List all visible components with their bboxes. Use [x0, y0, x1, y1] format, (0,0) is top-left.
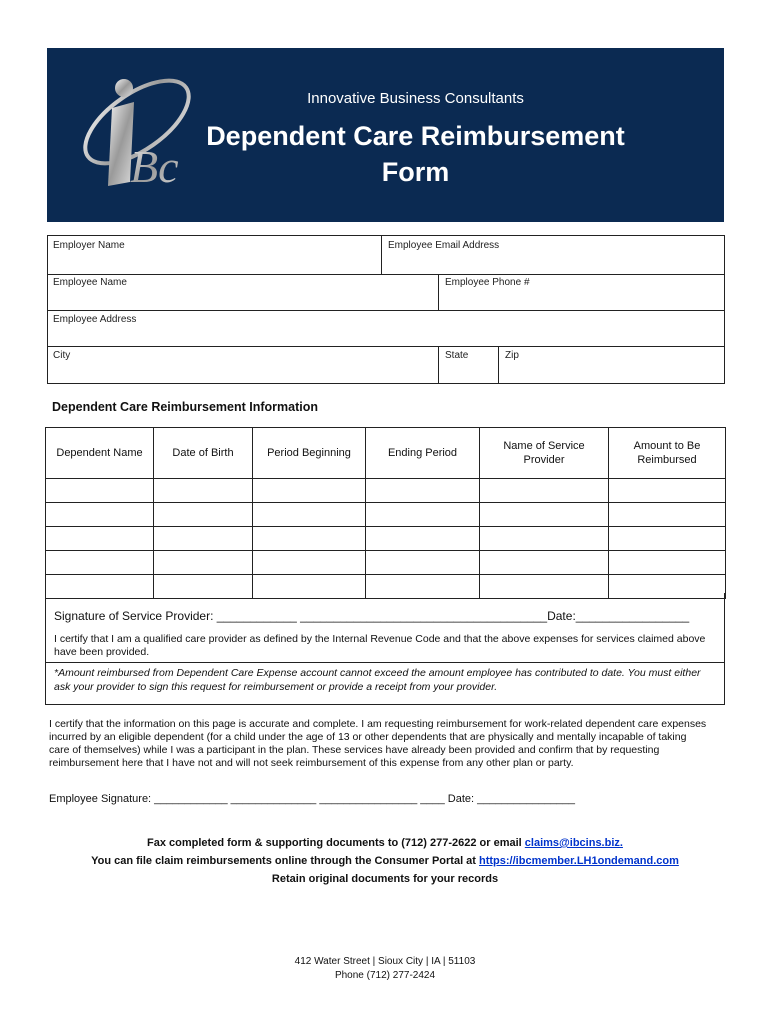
portal-link[interactable]: https://ibcmember.LH1ondemand.com: [479, 855, 679, 867]
city-field[interactable]: City: [53, 350, 71, 361]
row-city: [47, 346, 725, 384]
provider-signature-box: [45, 593, 725, 705]
table-cell[interactable]: [480, 503, 609, 527]
provider-certification: I certify that I am a qualified care provider as defined by the Internal Revenue Code and that the above expenses for services claimed above have been provided.: [54, 633, 706, 658]
employer-name-field[interactable]: Employer Name: [53, 240, 125, 251]
employee-phone-field[interactable]: Employee Phone #: [445, 277, 530, 288]
col-dependent-name: Dependent Name: [46, 428, 154, 479]
footer: [0, 955, 770, 983]
table-cell[interactable]: [366, 527, 480, 551]
table-cell[interactable]: [253, 503, 366, 527]
employee-address-field[interactable]: Employee Address: [53, 314, 137, 325]
zip-field[interactable]: Zip: [505, 350, 519, 361]
divider: [438, 346, 439, 384]
retain-note: Retain original documents for your records: [271, 873, 499, 885]
table-row: [46, 551, 726, 575]
table-cell[interactable]: [366, 479, 480, 503]
table-row: [46, 503, 726, 527]
employee-name-field[interactable]: Employee Name: [53, 277, 127, 288]
portal-line: [0, 852, 770, 870]
col-period-beginning: Period Beginning: [253, 428, 366, 479]
table-cell[interactable]: [253, 527, 366, 551]
table-cell[interactable]: [154, 503, 253, 527]
svg-text:Bc: Bc: [130, 141, 179, 192]
table-cell[interactable]: [154, 551, 253, 575]
table-header-row: [46, 428, 726, 479]
table-cell[interactable]: [46, 551, 154, 575]
employee-signature-line[interactable]: Employee Signature: ____________ ______________ ________________ ____ Date: ________________: [49, 793, 576, 805]
employee-email-field[interactable]: Employee Email Address: [388, 240, 500, 251]
dependent-table: [45, 427, 726, 599]
row-address: [47, 310, 725, 347]
col-ending-period: Ending Period: [366, 428, 480, 479]
row-employee: [47, 274, 725, 311]
col-amount: Amount to Be Reimbursed: [609, 428, 726, 479]
form-title-line1: Dependent Care Reimbursement: [206, 121, 625, 151]
table-cell[interactable]: [609, 479, 726, 503]
table-cell[interactable]: [366, 503, 480, 527]
fax-text: Fax completed form & supporting documents to (712) 277-2622 or email: [147, 837, 525, 849]
table-cell[interactable]: [366, 551, 480, 575]
company-name: Innovative Business Consultants: [307, 90, 524, 107]
divider: [381, 235, 382, 275]
state-field[interactable]: State: [445, 350, 469, 361]
divider: [438, 274, 439, 311]
table-cell[interactable]: [609, 503, 726, 527]
table-cell[interactable]: [154, 527, 253, 551]
fax-line: [0, 834, 770, 852]
table-cell[interactable]: [46, 479, 154, 503]
table-cell[interactable]: [480, 527, 609, 551]
employee-certification: I certify that the information on this page is accurate and complete. I am requesting reimbursement for work-related dependent care expenses incurred by an eligible dependent (for a child under the age of 13 or other dependents that are physically and mentally incapable of taking care of themselves) while I was a participant in the plan. These services have already been provided and confirm that by requesting reimbursement here that I have not and will not seek reimbursement of this expense from any other plan or party.: [49, 718, 707, 769]
table-cell[interactable]: [609, 527, 726, 551]
table-cell[interactable]: [253, 551, 366, 575]
table-cell[interactable]: [46, 527, 154, 551]
ibc-logo: [72, 60, 202, 195]
provider-signature-line[interactable]: Signature of Service Provider: ____________ _____________________________________Date:_________________: [54, 609, 690, 623]
col-service-provider: Name of Service Provider: [480, 428, 609, 479]
portal-text: You can file claim reimbursements online through the Consumer Portal at: [91, 855, 480, 867]
table-cell[interactable]: [253, 479, 366, 503]
email-link[interactable]: claims@ibcins.biz.: [524, 837, 623, 849]
divider: [498, 346, 499, 384]
section-title: Dependent Care Reimbursement Information: [52, 400, 319, 414]
table-cell[interactable]: [609, 551, 726, 575]
submission-instructions: [0, 834, 770, 888]
table-row: [46, 479, 726, 503]
form-title-line2: Form: [381, 157, 450, 187]
table-cell[interactable]: [480, 551, 609, 575]
table-cell[interactable]: [46, 503, 154, 527]
table-row: [46, 527, 726, 551]
row-employer: [47, 235, 725, 275]
table-cell[interactable]: [154, 479, 253, 503]
col-date-of-birth: Date of Birth: [154, 428, 253, 479]
reimbursement-note: *Amount reimbursed from Dependent Care Expense account cannot exceed the amount employee has contributed to date. You must either ask your provider to sign this request for reimbursement or provide a receipt from your provider.: [46, 662, 724, 694]
table-cell[interactable]: [480, 479, 609, 503]
footer-phone: Phone (712) 277-2424: [334, 970, 436, 981]
footer-address: 412 Water Street | Sioux City | IA | 51103: [294, 956, 476, 967]
